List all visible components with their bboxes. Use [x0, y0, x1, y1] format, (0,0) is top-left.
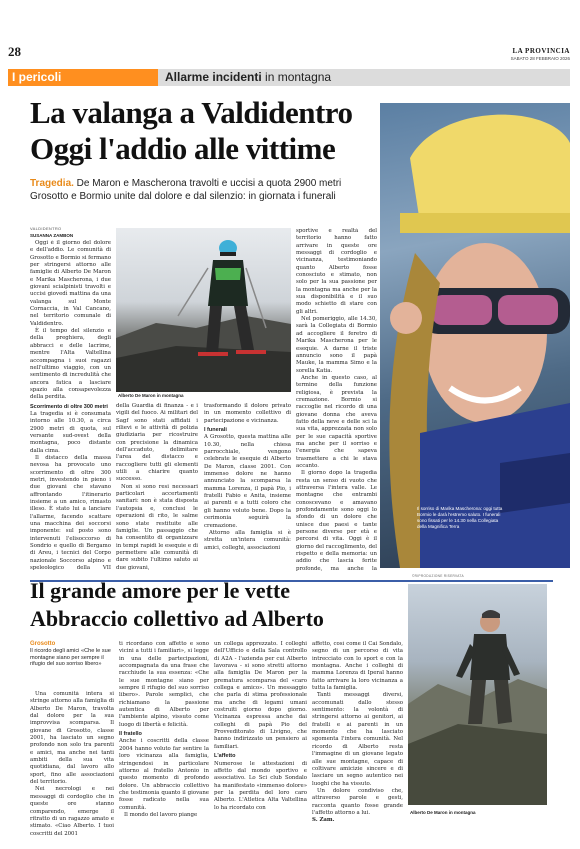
paragraph: Nei necrologi e nei messaggi di cordoglio che in queste ore stanno comparendo, emerge il ritratto di un ragazzo amato e stimato. «Ciao Alberto. I tuoi coscritti del 2001 [30, 786, 114, 837]
headline-line-1: La valanga a Valdidentro [30, 95, 353, 130]
paragraph: della Guardia di finanza - e i vigili del fuoco. Ai militari del Sagf sono stati affidati i rilievi e le attività di polizia giudiziaria per ricostruire con precisione la dinamica dell'accaduto, delimitare l'area del distacco e raccogliere tutti gli elementi utili a chiarire quanto successo. [116, 403, 198, 483]
paragraph: un collega apprezzato. I colleghi dell'Ufficio e della Sala controllo di A2A - l'azienda per cui Alberto lavorava - si sono stretti attorno alla famiglia De Maron per la prematura scomparsa del «caro collega e amico». Un messaggio che parla di stima professionale ma anche di legami umani costruiti giorno dopo giorno. Vicinanza espressa anche dai colleghi di papà Pio del Provveditorato di Livigno, che hanno indirizzato un pensiero ai familiari. [214, 641, 307, 750]
article1-column-1 [30, 240, 111, 570]
climber-illustration [408, 584, 547, 805]
article1-column-4 [296, 228, 377, 572]
paragraph: Anche in questo caso, al termine della funzione religiosa, è prevista la cremazione. Bormio si raccoglie nel ricordo di una giovane donna che aveva fatto della neve e delle sci la sua vita, apprezzata non solo per le sue capacità sportive ma anche per il sorriso e l'energia che sapeva trasmettere a chi le stava accanto. [296, 374, 377, 469]
subheading: Il fratello [119, 731, 142, 738]
section-topic-bold: Allarme incidenti [165, 70, 262, 84]
paragraph: La tragedia si è consumata intorno alle 10.30, a circa 2900 metri di quota, sul versante sud-ovest della montagna, poco distante dalla cima. [30, 410, 111, 454]
subheading: L'affetto [214, 753, 236, 760]
deck-kicker: Tragedia. [30, 178, 74, 189]
deck-text: De Maron e Mascherona travolti e uccisi a quota 2900 metri Grosotto e Bormio unite dal dolore e dal silenzio: in giornata i funerali [30, 178, 342, 202]
newspaper-name: LA PROVINCIA [512, 47, 570, 55]
article2-column-1 [30, 691, 114, 841]
paragraph: È il tempo del silenzio e della preghiera, degli abbracci e delle lacrime, mentre l'Alta Valtellina accompagna i suoi ragazzi nell'ultimo viaggio, con un sentimento di incredulità che ancora fatica a lasciare spazio alla consapevolezza della perdita. [30, 328, 111, 401]
side-summary: Il ricordo degli amici «Che le sue montagne siano per sempre il rifugio del suo sorriso libero» [30, 648, 111, 668]
article1-column-3 [204, 403, 291, 571]
paragraph: ti ricordano con affetto e sono vicini a tutti i familiari», si legge in una delle partecipazioni, accompagnata da una frase che racchiude la sua essenza: «Che le sue montagne siano per sempre il rifugio del suo sorriso libero». Parole semplici, che richiamano la passione autentica di Alberto per l'ambiente alpino, vissuto come luogo di libertà e felicità. [119, 641, 209, 728]
subheading: I funerali [204, 427, 227, 434]
paragraph: affetto, così come il Cai Sondalo, segno di un percorso di vita intrecciato con lo sport e con la montagna. Anche i colleghi di mamma Lorenza di Iperal hanno fatto arrivare la loro vicinanza a tutta la famiglia. [312, 641, 403, 692]
paragraph: trasformando il dolore privato in un momento collettivo di partecipazione e vicinanza. [204, 403, 291, 424]
article1-column-2 [116, 403, 198, 571]
skier-illustration [116, 228, 291, 392]
photo-skier [116, 228, 291, 392]
paragraph: Il mondo del lavoro piange [124, 811, 198, 818]
paragraph: Oggi è il giorno del dolore e dell'addio. Le comunità di Grosotto e Bormio si fermano per stringersi attorno alle famiglie di Alberto De Maron e Marika Mascherona, i due giovani scialpinisti travolti e uccisi giovedì mattina da una valanga sul Monte Cornaccia, in Val Cancano, nel territorio comunale di Valdidentro. [30, 240, 111, 327]
section-topic-rest: in montagna [261, 70, 332, 84]
photo-portrait [380, 103, 570, 568]
paragraph: Il distacco della massa nevosa ha provocato uno scorrimento di oltre 300 metri, investendo in pieno i due giovani che stavano affrontando l'itinerario insieme a un amico, rimasto illeso. È stato lui a lanciare l'allarme, facendo scattare una macchina dei soccorsi imponente: sul posto sono intervenuti l'elisoccorso di Sondrio e quello di Bergamo di Areu, i tecnici del Corpo nazionale Soccorso alpino e speleologico della VII [30, 454, 111, 570]
author-signature: S. Zam. [312, 817, 335, 824]
byline: SUSANNA ZAMBON [30, 233, 74, 238]
paragraph: Un dolore condiviso che, attraverso parole e gesti, racconta quanto fosse grande l'affetto attorno a lui. [312, 787, 403, 816]
paragraph: Nel pomeriggio, alle 14.30, sarà la Collegiata di Bormio ad accogliere il feretro di Marika Mascherona per le esequie. A darne il triste annuncio sono il papà Mauke, la mamma Simo e la sorella Katia. [296, 316, 377, 374]
section-label: I pericoli [8, 69, 158, 86]
paragraph: A Grosotto, questa mattina alle 10.30, nella chiesa parrocchiale, vengono celebrate le esequie di Alberto De Maron, classe 2001. Con immenso dolore ne hanno annunciato la scomparsa la mamma Lorenza, il papà Pio, i fratelli Fabio e Anita, insieme ai parenti e a tutti coloro che gli hanno voluto bene. Dopo la cerimonia seguirà la cremazione. [204, 434, 291, 529]
photo-caption-portrait: Il sorriso di Marika Mascherona: oggi tutta Bormio le darà l'estremo saluto. I funerali sono fissati per le 14.30 nella Collegiata della Magnifica Terra [417, 506, 503, 529]
headline-line-3: Il grande amore per le vette [30, 578, 291, 603]
headline-line-2: Oggi l'addio alle vittime [30, 131, 336, 166]
paragraph: Tanti messaggi diversi, accomunati dallo stesso sentimento: la volontà di stringersi attorno ai genitori, ai fratelli e ai parenti in un momento che ha lasciato sgomenta l'intera comunità. Nel ricordo di Alberto resta l'immagine di un giovane legato alle sue montagne, capace di coltivare amicizie sincere e di lasciare un segno autentico nei luoghi che ha vissuto. [312, 692, 403, 787]
dateline: VALDIDENTRO [30, 226, 62, 231]
photo-caption-skier: Alberto De Maron in montagna [118, 393, 184, 398]
headline-line-4: Abbraccio collettivo ad Alberto [30, 606, 324, 631]
paragraph: Attorno alla famiglia si è stretta un'intera comunità: amici, colleghi, associazioni [204, 529, 291, 551]
photo-climber [408, 584, 547, 805]
issue-date: SABATO 28 FEBBRAIO 2026 [510, 56, 570, 61]
article2-column-3 [214, 641, 307, 841]
subheading: Scorrimento di oltre 300 metri [30, 403, 108, 410]
paragraph: Numerose le attestazioni di affetto dal mondo sportivo e associativo. Lo Sci club Sondalo ha manifestato «immenso dolore» per la perdita del loro caro Alberto. L'Atletica Alta Valtellina lo ha ricordato con [214, 760, 307, 811]
section-topic [165, 69, 331, 86]
article2-column-4 [312, 641, 403, 841]
copyright-notice: ©RIPRODUZIONE RISERVATA [412, 574, 464, 578]
article2-column-2 [119, 641, 209, 841]
article-deck [30, 178, 375, 203]
paragraph: Il giorno dopo la tragedia resta un senso di vuoto che attraversa l'intera valle. Le montagne che entrambi conoscevano e amavano profondamente sono oggi lo sfondo di un dolore che unisce due paesi e tante persone diverse per età e percorsi di vita. Oggi è il giorno del raccoglimento, del rispetto e della memoria: un addio che lascia ferite profonde, ma anche la [296, 470, 377, 572]
photo-caption-climber: Alberto De Maron in montagna [410, 810, 476, 815]
paragraph: Una comunità intera si stringe attorno alla famiglia di Alberto De Maron, travolta dal dolore per la sua improvvisa scomparsa. Il giovane di Grosotto, classe 2001, ha lasciato un segno profondo non solo tra parenti e amici, ma anche nei tanti ambiti della sua vita quotidiana, dal lavoro allo sport, fino alle associazioni del territorio. [30, 691, 114, 786]
page-number: 28 [8, 44, 21, 59]
paragraph: sportive e realtà del territorio hanno fatto arrivare in queste ore messaggi di cordoglio e vicinanza, testimoniando quanto Alberto fosse conosciuto e stimato, non solo per la sua passione per la montagna ma anche per la sua disponibilità e il suo modo schietto di stare con gli altri. [296, 228, 377, 315]
paragraph: Non si sono resi necessari particolari accertamenti sanitari: non è stata disposta l'autopsia e, conclusi le operazioni di rito, le salme sono state restituite alle famiglie. Un passaggio che ha consentito di organizzare in tempi rapidi le esequie e di permettere alle comunità di dare subito l'ultimo saluto ai due giovani, [116, 483, 198, 571]
portrait-illustration [380, 103, 570, 568]
paragraph: Anche i coscritti della classe 2004 hanno voluto far sentire la loro vicinanza alla famiglia, stringendosi in particolare attorno al fratello Antonio in questo momento di profondo dolore. Un abbraccio collettivo che testimonia quanto il giovane fosse radicato nella sua comunità. [119, 738, 209, 811]
side-kicker: Grosotto [30, 641, 56, 647]
